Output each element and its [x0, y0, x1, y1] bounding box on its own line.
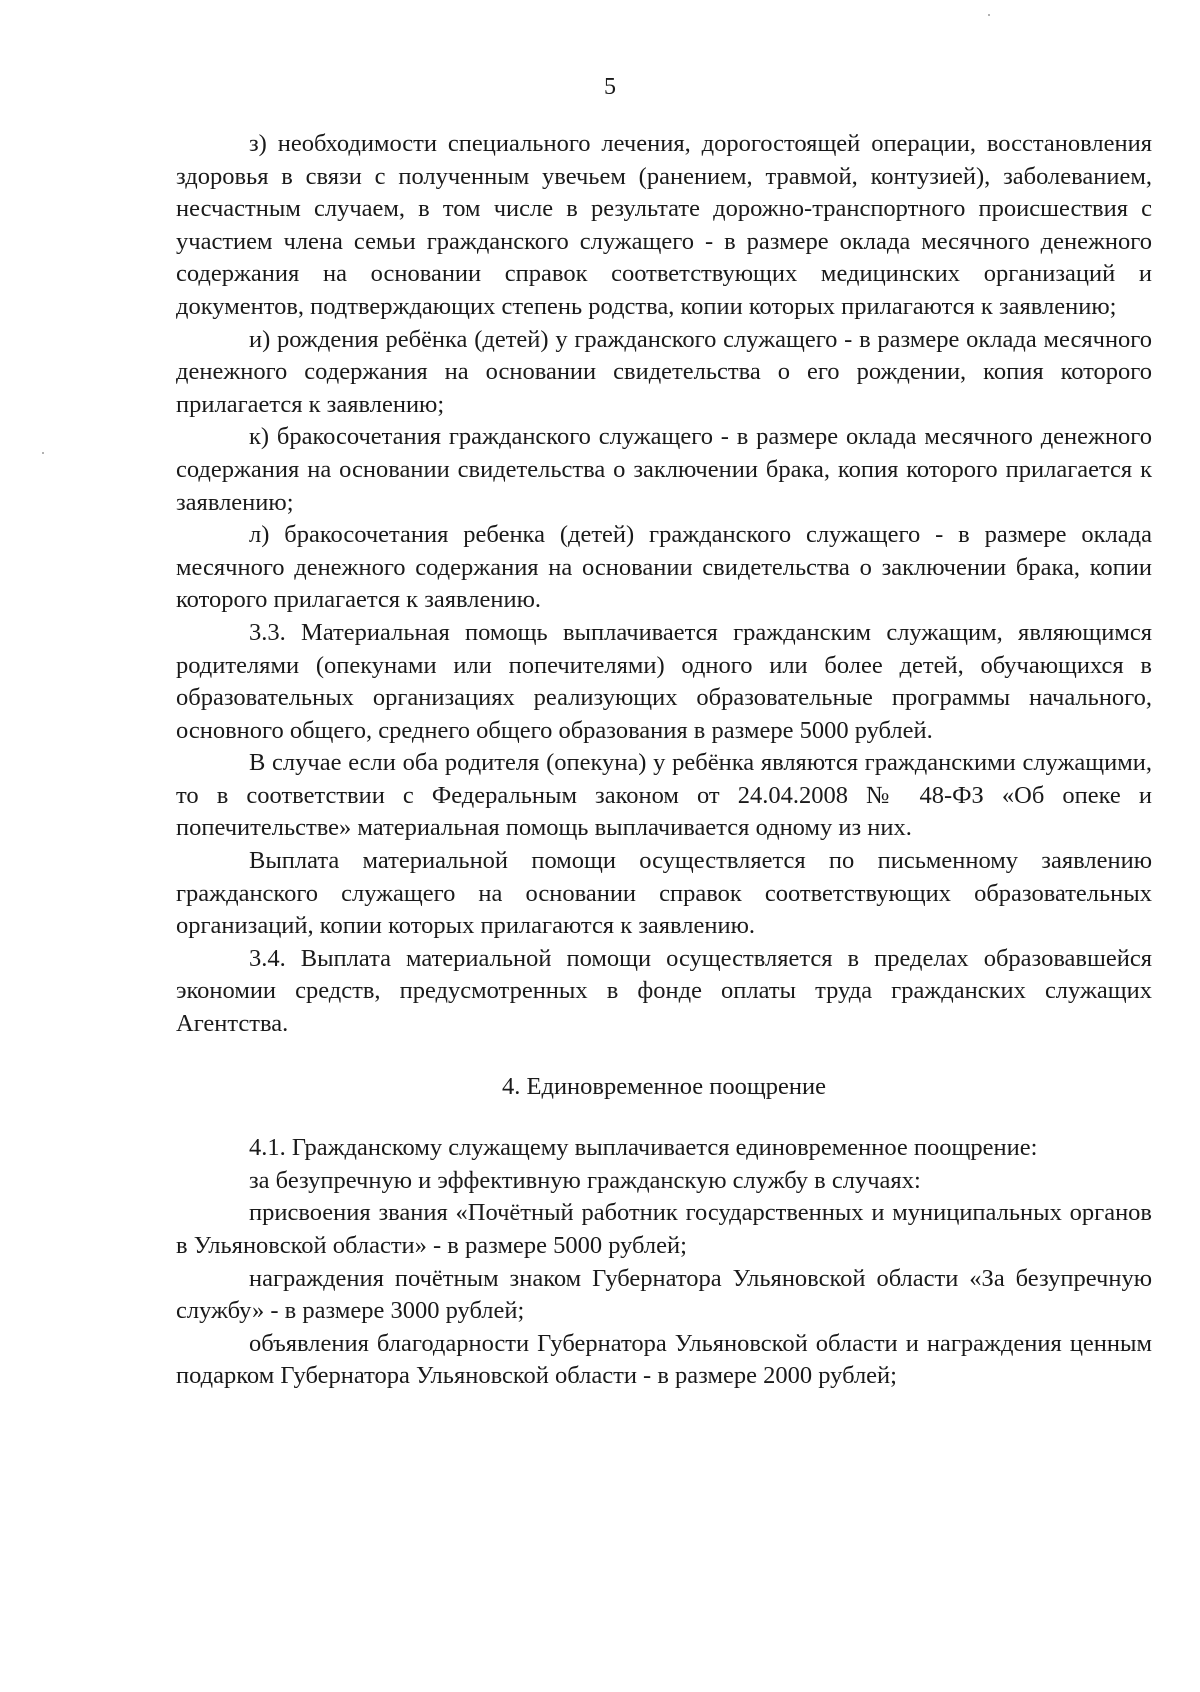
paragraph-l: л) бракосочетания ребенка (детей) гражданского служащего - в размере оклада месячного денежного содержания на основании свидетельства о заключении брака, копии которого прилагается к заявлению. — [176, 521, 1152, 614]
section-heading: 4. Единовременное поощрение — [502, 1072, 826, 1100]
scan-speck — [988, 14, 990, 16]
page-number: 5 — [604, 74, 616, 100]
paragraph-gratitude: объявления благодарности Губернатора Ульяновской области и награждения ценным подарком Губернатора Ульяновской области - в размере 2000 рублей; — [176, 1329, 1152, 1390]
paragraph-i: и) рождения ребёнка (детей) у гражданского служащего - в размере оклада месячного денежного содержания на основании свидетельства о его рождении, копия которого прилагается к заявлению; — [176, 325, 1152, 418]
paragraph-z: з) необходимости специального лечения, дорогостоящей операции, восстановления здоровья в связи с полученным увечьем (ранением, травмой, контузией), заболеванием, несчастным случаем, в том числе в результате дорожно-транспортного происшествия с участием члена семьи гражданского служащего - в размере оклада месячного денежного содержания на основании справок соответствующих медицинских организаций и документов, подтверждающих степень родства, копии которых прилагаются к заявлению; — [176, 130, 1152, 320]
paragraph-k: к) бракосочетания гражданского служащего - в размере оклада месячного денежного содержания на основании свидетельства о заключении брака, копия которого прилагается к заявлению; — [176, 423, 1152, 516]
scan-speck — [42, 452, 44, 454]
paragraph-honorary-title: присвоения звания «Почётный работник государственных и муниципальных органов в Ульяновской области» - в размере 5000 рублей; — [176, 1199, 1152, 1259]
paragraph-3-3: 3.3. Материальная помощь выплачивается гражданским служащим, являющимся родителями (опекунами или попечителями) одного или более детей, обучающихся в образовательных организациях реализующих образовательные программы начального, основного общего, среднего общего образования в размере 5000 рублей. — [176, 618, 1152, 744]
paragraph-4-1: 4.1. Гражданскому служащему выплачивается единовременное поощрение: — [249, 1134, 1038, 1162]
paragraph-service: за безупречную и эффективную гражданскую службу в случаях: — [249, 1166, 921, 1194]
paragraph-3-4: 3.4. Выплата материальной помощи осуществляется в пределах образовавшейся экономии средств, предусмотренных в фонде оплаты труда гражданских служащих Агентства. — [176, 944, 1152, 1038]
document-body — [176, 128, 1152, 1393]
paragraph-payment-basis: Выплата материальной помощи осуществляется по письменному заявлению гражданского служащего на основании справок соответствующих образовательных организаций, копии которых прилагаются к заявлению. — [176, 847, 1152, 940]
paragraph-both-parents: В случае если оба родителя (опекуна) у ребёнка являются гражданскими служащими, то в соответствии с Федеральным законом от 24.04.2008 № 48-ФЗ «Об опеке и попечительстве» материальная помощь выплачивается одному из них. — [176, 749, 1152, 842]
paragraph-badge: награждения почётным знаком Губернатора Ульяновской области «За безупречную службу» - в размере 3000 рублей; — [176, 1264, 1152, 1325]
